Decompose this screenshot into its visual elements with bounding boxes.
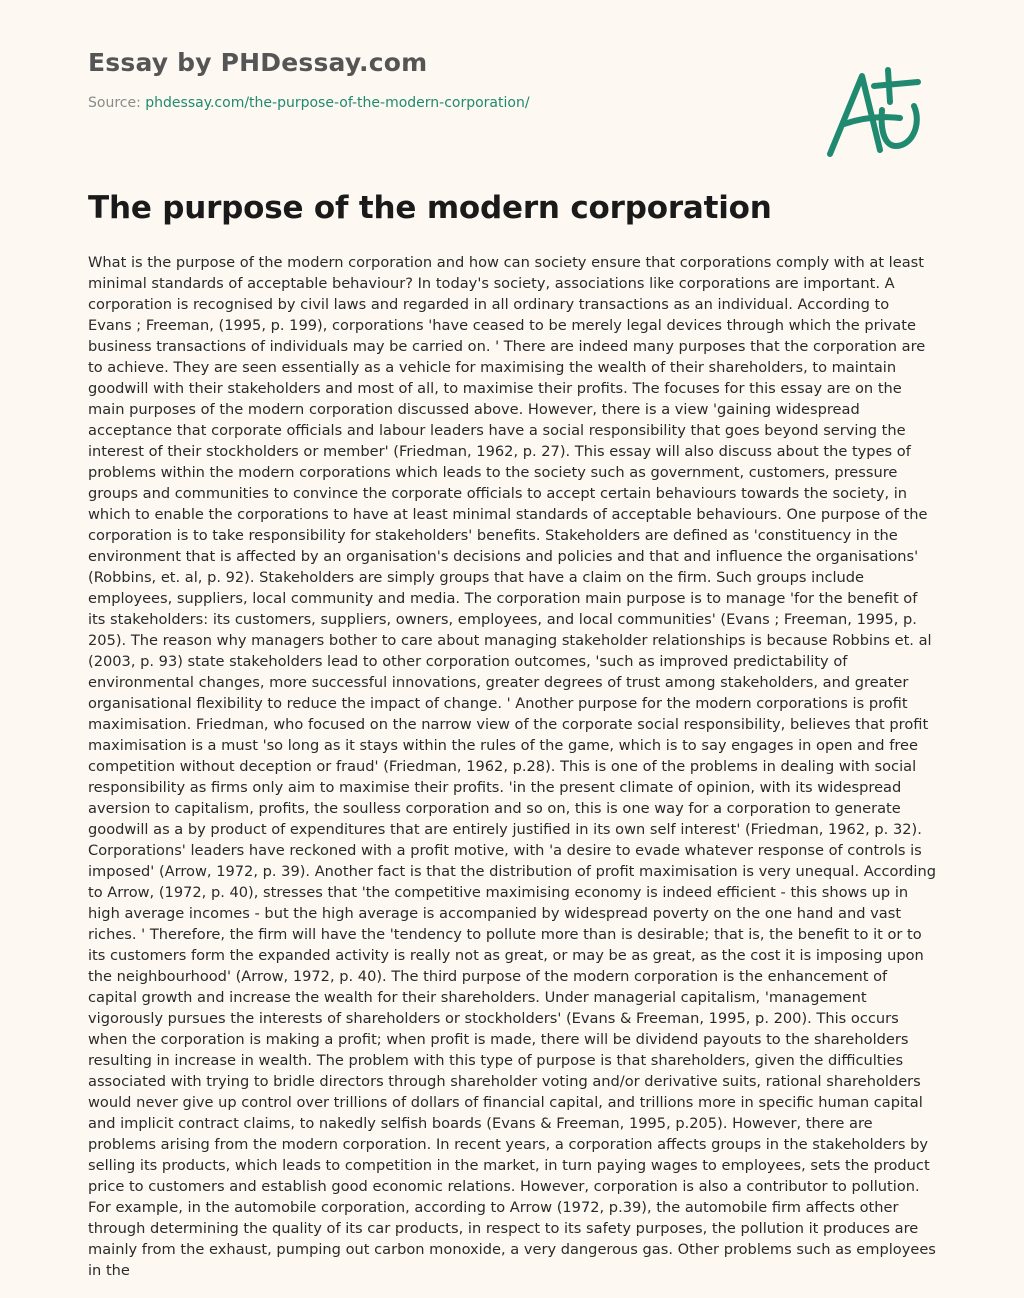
source-line	[88, 95, 938, 111]
article-body: What is the purpose of the modern corporation and how can society ensure that corporations comply with at least minimal standards of acceptable behaviour? In today's society, associations like corporations are important. A corporation is recognised by civil laws and regarded in all ordinary transactions as an individual. According to Evans ; Freeman, (1995, p. 199), corporations 'have ceased to be merely legal devices through which the private business transactions of individuals may be carried on. ' There are indeed many purposes that the corporation are to achieve. They are seen essentially as a vehicle for maximising the wealth of their shareholders, to maintain goodwill with their stakeholders and most of all, to maximise their profits. The focuses for this essay are on the main purposes of the modern corporation discussed above. However, there is a view 'gaining widespread acceptance that corporate officials and labour leaders have a social responsibility that goes beyond serving the interest of their stockholders or member' (Friedman, 1962, p. 27). This essay will also discuss about the types of problems within the modern corporations which leads to the society such as government, customers, pressure groups and communities to convince the corporate officials to accept certain behaviours towards the society, in which to enable the corporations to have at least minimal standards of acceptable behaviours. One purpose of the corporation is to take responsibility for stakeholders' benefits. Stakeholders are defined as 'constituency in the environment that is affected by an organisation's decisions and policies and that and influence the organisations' (Robbins, et. al, p. 92). Stakeholders are simply groups that have a claim on the firm. Such groups include employees, suppliers, local community and media. The corporation main purpose is to manage 'for the benefit of its stakeholders: its customers, suppliers, owners, employees, and local communities' (Evans ; Freeman, 1995, p. 205). The reason why managers bother to care about managing stakeholder relationships is because Robbins et. al (2003, p. 93) state stakeholders lead to other corporation outcomes, 'such as improved predictability of environmental changes, more successful innovations, greater degrees of trust among stakeholders, and greater organisational flexibility to reduce the impact of change. ' Another purpose for the modern corporations is profit maximisation. Friedman, who focused on the narrow view of the corporate social responsibility, believes that profit maximisation is a must 'so long as it stays within the rules of the game, which is to say engages in open and free competition without deception or fraud' (Friedman, 1962, p.28). This is one of the problems in dealing with social responsibility as firms only aim to maximise their profits. 'in the present climate of opinion, with its widespread aversion to capitalism, profits, the soulless corporation and so on, this is one way for a corporation to generate goodwill as a by product of expenditures that are entirely justified in its own self interest' (Friedman, 1962, p. 32). Corporations' leaders have reckoned with a profit motive, with 'a desire to evade whatever response of controls is imposed' (Arrow, 1972, p. 39). Another fact is that the distribution of profit maximisation is very unequal. According to Arrow, (1972, p. 40), stresses that 'the competitive maximising economy is indeed efficient - this shows up in high average incomes - but the high average is accompanied by widespread poverty on the one hand and vast riches. ' Therefore, the firm will have the 'tendency to pollute more than is desirable; that is, the benefit to it or to its customers form the expanded activity is really not as great, or may be as great, as the cost it is imposing upon the neighbourhood' (Arrow, 1972, p. 40). The third purpose of the modern corporation is the enhancement of capital growth and increase the wealth for their shareholders. Under managerial capitalism, 'management vigorously pursues the interests of shareholders or stockholders' (Evans & Freeman, 1995, p. 200). This occurs when the corporation is making a profit; when profit is made, there will be dividend payouts to the shareholders resulting in increase in wealth. The problem with this type of purpose is that shareholders, given the difficulties associated with trying to bridle directors through shareholder voting and/or derivative suits, rational shareholders would never give up control over trillions of dollars of financial capital, and trillions more in specific human capital and implicit contract claims, to nakedly selfish boards (Evans & Freeman, 1995, p.205). However, there are problems arising from the modern corporation. In recent years, a corporation affects groups in the stakeholders by selling its products, which leads to competition in the market, in turn paying wages to employees, sets the product price to customers and establish good economic relations. However, corporation is also a contributor to pollution. For example, in the automobile corporation, according to Arrow (1972, p.39), the automobile firm affects other through determining the quality of its car products, in respect to its safety purposes, the pollution it produces are mainly from the exhaust, pumping out carbon monoxide, a very dangerous gas. Other problems such as employees in the	[88, 254, 937, 1279]
article-title: The purpose of the modern corporation	[88, 190, 772, 226]
source-link[interactable]: phdessay.com/the-purpose-of-the-modern-corporation/	[145, 95, 530, 111]
article-body-container	[88, 252, 937, 1279]
a-plus-logo-icon	[822, 62, 932, 162]
source-label: Source:	[88, 95, 141, 111]
page-header	[88, 48, 938, 111]
site-brand: Essay by PHDessay.com	[88, 48, 428, 77]
